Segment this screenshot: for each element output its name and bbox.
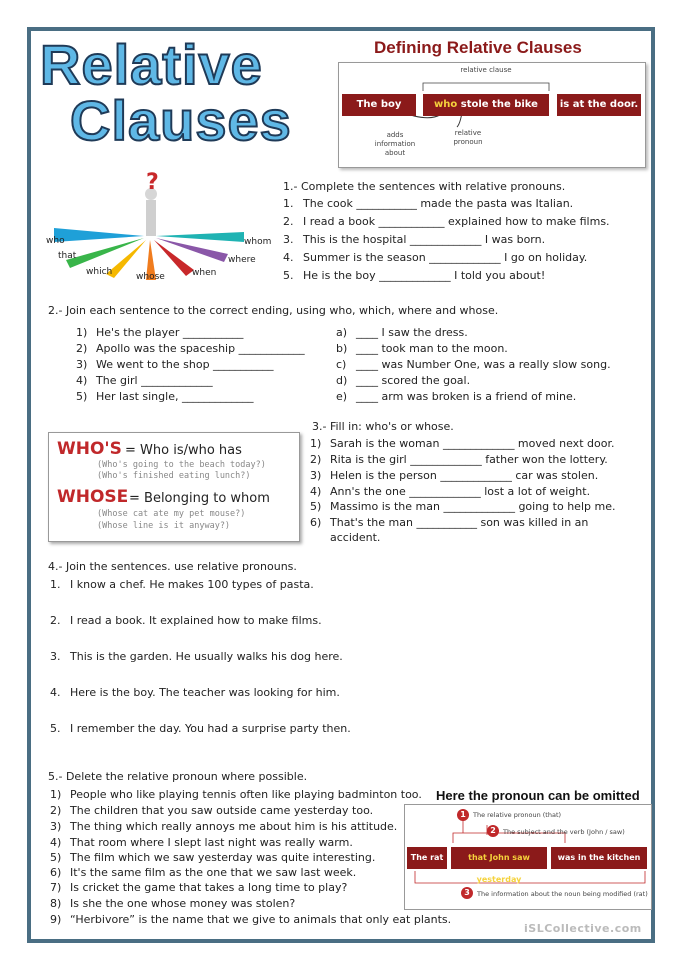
s4-text: Here is the boy. The teacher was looking for him.	[70, 686, 340, 699]
s1-item	[283, 233, 545, 246]
s2-left-item	[76, 390, 253, 403]
s2-letter: a)	[336, 326, 348, 339]
s5-text: People who like playing tennis often like playing badminton too.	[70, 788, 422, 801]
s2-text: ____ scored the goal.	[356, 374, 471, 387]
box-kitchen: was in the kitchen earlier.	[551, 847, 647, 869]
s3-item	[310, 469, 598, 482]
s5-item	[50, 881, 347, 894]
box-who-rest: stole the bike	[457, 99, 538, 110]
s3-text: accident.	[330, 531, 381, 544]
wheel-whose: whose	[136, 272, 165, 282]
s5-num: 3)	[50, 820, 62, 833]
s2-text: ____ was Number One, was a really slow song.	[356, 358, 611, 371]
s5-item	[50, 866, 356, 879]
s2-text: ____ I saw the dress.	[356, 326, 468, 339]
s4-item	[50, 650, 343, 663]
whos-word: WHO'S	[57, 439, 122, 459]
defining-heading: Defining Relative Clauses	[374, 38, 582, 57]
s5-item	[50, 836, 353, 849]
s3-item	[310, 500, 615, 513]
s2-left-item	[76, 374, 213, 387]
s5-num: 7)	[50, 881, 62, 894]
s4-num: 2.	[50, 614, 61, 627]
s4-heading: 4.- Join the sentences. use relative pronouns.	[48, 560, 297, 573]
note-adds-info: adds information about	[374, 131, 416, 157]
omit-num2: 2	[487, 825, 499, 837]
s3-item-cont	[330, 531, 380, 544]
s1-num: 3.	[283, 233, 294, 246]
footer-watermark: iSLCollective.com	[524, 922, 642, 935]
s4-num: 5.	[50, 722, 61, 735]
s2-left-item	[76, 326, 243, 339]
s5-item	[50, 804, 373, 817]
s4-item	[50, 614, 322, 627]
s2-letter: c)	[336, 358, 347, 371]
s4-num: 4.	[50, 686, 61, 699]
s2-letter: d)	[336, 374, 348, 387]
s2-text: ____ took man to the moon.	[356, 342, 508, 355]
whos-whose-box	[48, 432, 300, 542]
whos-example1: (Who's going to the beach today?)	[97, 460, 266, 470]
s1-item	[283, 197, 573, 210]
s2-text: We went to the shop ___________	[96, 358, 274, 371]
s2-num: 3)	[76, 358, 88, 371]
s2-left-item	[76, 342, 305, 355]
s5-item	[50, 897, 295, 910]
whose-example2: (Whose line is it anyway?)	[97, 521, 231, 531]
s3-num: 2)	[310, 453, 322, 466]
s2-right-item	[336, 390, 576, 403]
note-relative-pronoun: relative pronoun	[453, 129, 483, 146]
box-the-rat: The rat	[407, 847, 447, 869]
s4-item	[50, 686, 340, 699]
s1-text: Summer is the season _____________ I go on holiday.	[303, 251, 588, 264]
s3-text: Ann's the one _____________ lost a lot of weight.	[330, 485, 591, 498]
s5-num: 5)	[50, 851, 62, 864]
box-who-stole	[423, 94, 549, 116]
s4-text: I know a chef. He makes 100 types of pasta.	[70, 578, 314, 591]
s4-num: 3.	[50, 650, 61, 663]
s2-heading: 2.- Join each sentence to the correct ending, using who, which, where and whose.	[48, 304, 499, 317]
s2-num: 2)	[76, 342, 88, 355]
s1-heading: 1.- Complete the sentences with relative pronouns.	[283, 180, 566, 193]
box-that-john: that John saw yesterday	[451, 847, 547, 869]
whose-definition: = Belonging to whom	[129, 491, 270, 506]
s5-text: Is she the one whose money was stolen?	[70, 897, 296, 910]
s1-text: This is the hospital _____________ I was born.	[303, 233, 546, 246]
s3-item	[310, 485, 590, 498]
whose-example1: (Whose cat ate my pet mouse?)	[97, 509, 246, 519]
s3-item	[310, 516, 588, 529]
s2-right-item	[336, 342, 508, 355]
s2-right-item	[336, 326, 468, 339]
s4-text: I read a book. It explained how to make films.	[70, 614, 322, 627]
whose-word: WHOSE	[57, 487, 129, 507]
s1-num: 4.	[283, 251, 294, 264]
s5-text: It's the same film as the one that we saw last week.	[70, 866, 357, 879]
s5-num: 6)	[50, 866, 62, 879]
s2-text: Apollo was the spaceship ____________	[96, 342, 305, 355]
s4-item	[50, 722, 351, 735]
wheel-who: who	[46, 236, 65, 246]
wheel-which: which	[86, 267, 113, 277]
defining-diagram	[338, 62, 646, 168]
s5-text: That room where I slept last night was really warm.	[70, 836, 353, 849]
title-line1: Relative	[40, 33, 263, 96]
s4-text: I remember the day. You had a surprise party then.	[70, 722, 351, 735]
s5-text: “Herbivore” is the name that we give to animals that only eat plants.	[70, 913, 452, 926]
s2-text: ____ arm was broken is a friend of mine.	[356, 390, 577, 403]
s3-text: That's the man ___________ son was killed in an	[330, 516, 589, 529]
wheel-whom: whom	[244, 237, 272, 247]
s3-text: Helen is the person _____________ car was stolen.	[330, 469, 599, 482]
whos-definition: = Who is/who has	[125, 443, 242, 458]
pronoun-wheel	[44, 170, 274, 285]
s3-num: 4)	[310, 485, 322, 498]
wheel-where: where	[228, 255, 256, 265]
s1-num: 1.	[283, 197, 294, 210]
s1-text: I read a book ____________ explained how to make films.	[303, 215, 610, 228]
s5-num: 1)	[50, 788, 62, 801]
s3-item	[310, 437, 614, 450]
omit-note3: The information about the noun being modified (rat)	[477, 890, 648, 898]
s2-right-item	[336, 374, 470, 387]
s2-right-item	[336, 358, 611, 371]
s4-text: This is the garden. He usually walks his dog here.	[70, 650, 343, 663]
box-at-door: is at the door.	[557, 94, 641, 116]
s4-num: 1.	[50, 578, 61, 591]
s5-text: The children that you saw outside came yesterday too.	[70, 804, 374, 817]
s1-num: 2.	[283, 215, 294, 228]
s2-text: Her last single, _____________	[96, 390, 254, 403]
s2-left-item	[76, 358, 274, 371]
s3-num: 3)	[310, 469, 322, 482]
s5-num: 2)	[50, 804, 62, 817]
s2-num: 4)	[76, 374, 88, 387]
s3-num: 6)	[310, 516, 322, 529]
s4-item	[50, 578, 314, 591]
s5-item	[50, 820, 397, 833]
title-line2: Clauses	[70, 89, 292, 152]
box-the-boy: The boy	[342, 94, 416, 116]
s5-item	[50, 913, 451, 926]
omit-num1: 1	[457, 809, 469, 821]
s5-text: Is cricket the game that takes a long time to play?	[70, 881, 348, 894]
s5-num: 4)	[50, 836, 62, 849]
s3-heading: 3.- Fill in: who's or whose.	[312, 420, 454, 433]
s1-item	[283, 269, 545, 282]
s1-text: The cook ___________ made the pasta was Italian.	[303, 197, 574, 210]
s5-heading: 5.- Delete the relative pronoun where possible.	[48, 770, 308, 783]
s2-letter: b)	[336, 342, 348, 355]
s5-text: The thing which really annoys me about him is his attitude.	[70, 820, 398, 833]
wheel-when: when	[192, 268, 217, 278]
s3-item	[310, 453, 608, 466]
s3-num: 1)	[310, 437, 322, 450]
wheel-that: that	[58, 251, 77, 261]
s5-text: The film which we saw yesterday was quite interesting.	[70, 851, 376, 864]
s3-num: 5)	[310, 500, 322, 513]
omit-num3: 3	[461, 887, 473, 899]
s1-item	[283, 215, 610, 228]
omit-diagram	[404, 804, 652, 910]
s5-item	[50, 788, 422, 801]
s2-text: The girl _____________	[96, 374, 213, 387]
question-mark: ?	[146, 170, 159, 195]
whos-example2: (Who's finished eating lunch?)	[97, 471, 251, 481]
s1-text: He is the boy _____________ I told you about!	[303, 269, 546, 282]
s5-num: 9)	[50, 913, 62, 926]
who-highlight: who	[434, 99, 458, 110]
s5-num: 8)	[50, 897, 62, 910]
relative-clause-label: relative clause	[460, 66, 512, 74]
omit-heading: Here the pronoun can be omitted	[436, 788, 640, 803]
s3-text: Sarah is the woman _____________ moved next door.	[330, 437, 615, 450]
s5-item	[50, 851, 375, 864]
s3-text: Massimo is the man _____________ going to help me.	[330, 500, 616, 513]
omit-note1: The relative pronoun (that)	[473, 811, 562, 819]
s2-text: He's the player ___________	[96, 326, 244, 339]
s2-num: 1)	[76, 326, 88, 339]
s2-num: 5)	[76, 390, 88, 403]
s2-letter: e)	[336, 390, 348, 403]
s1-num: 5.	[283, 269, 294, 282]
s1-item	[283, 251, 587, 264]
s3-text: Rita is the girl _____________ father won the lottery.	[330, 453, 608, 466]
omit-note2: The subject and the verb (John / saw)	[503, 828, 625, 836]
